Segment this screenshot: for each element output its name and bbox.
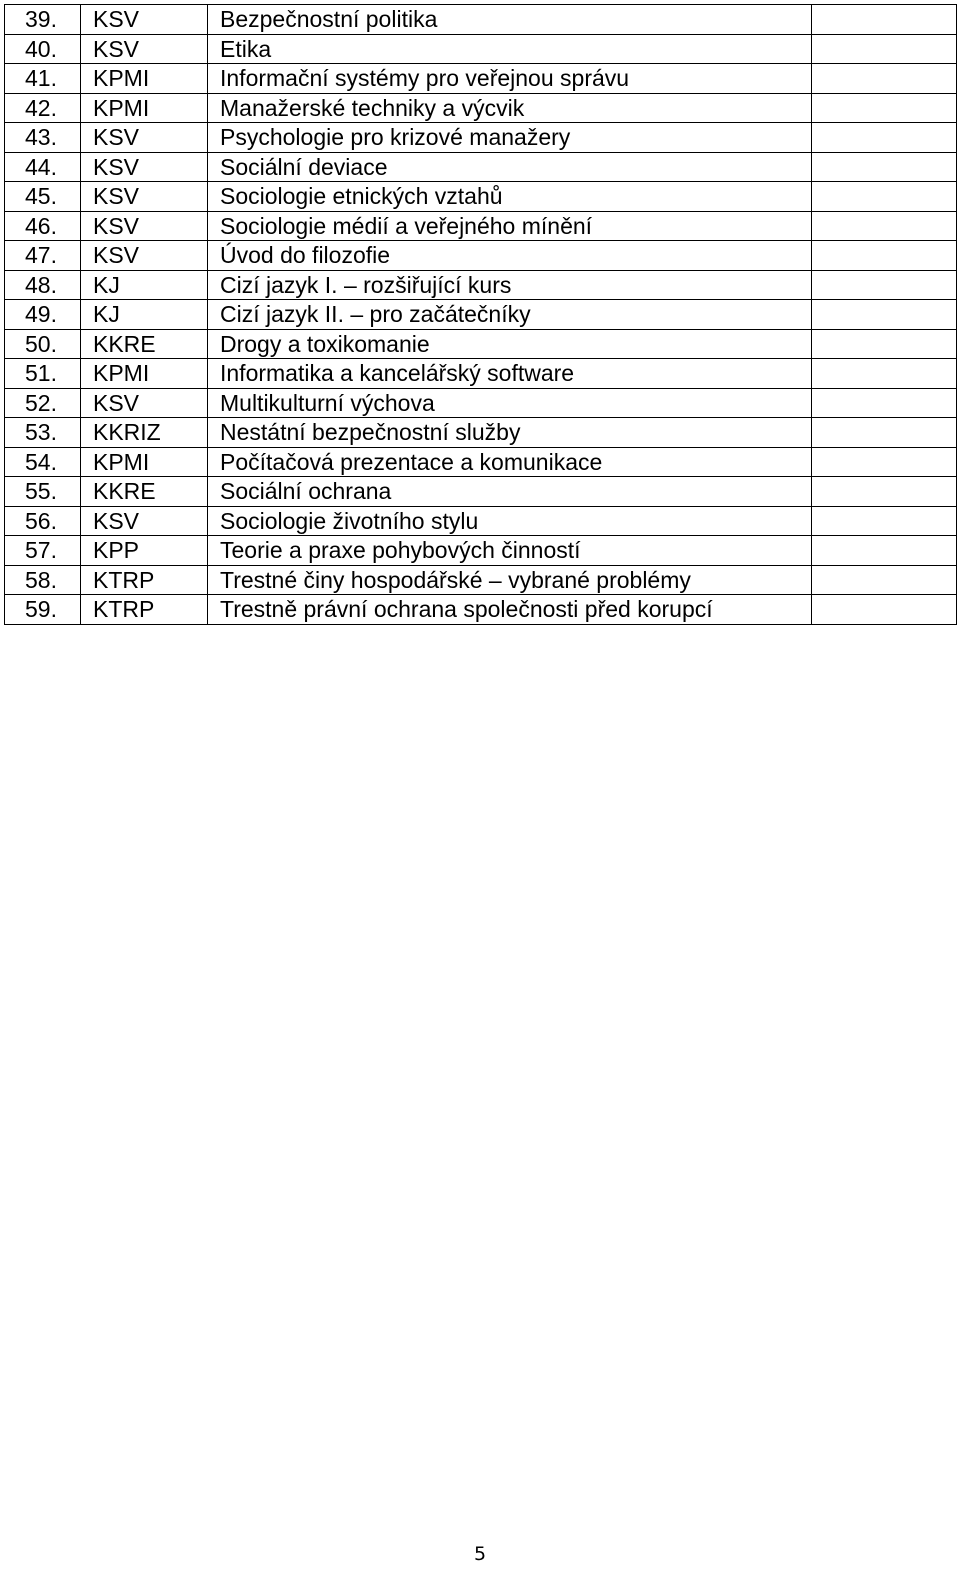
course-name-cell: Úvod do filozofie bbox=[208, 241, 812, 271]
row-number-cell: 44. bbox=[5, 152, 81, 182]
table-row bbox=[5, 329, 957, 359]
row-number-cell: 40. bbox=[5, 34, 81, 64]
table-row bbox=[5, 506, 957, 536]
department-cell: KSV bbox=[81, 5, 208, 35]
empty-cell bbox=[812, 241, 957, 271]
department-cell: KPMI bbox=[81, 93, 208, 123]
row-number-cell: 52. bbox=[5, 388, 81, 418]
row-number-cell: 56. bbox=[5, 506, 81, 536]
table-row bbox=[5, 93, 957, 123]
course-name-cell: Bezpečnostní politika bbox=[208, 5, 812, 35]
department-cell: KPMI bbox=[81, 447, 208, 477]
course-name-cell: Etika bbox=[208, 34, 812, 64]
empty-cell bbox=[812, 270, 957, 300]
department-cell: KSV bbox=[81, 182, 208, 212]
empty-cell bbox=[812, 123, 957, 153]
row-number-cell: 58. bbox=[5, 565, 81, 595]
empty-cell bbox=[812, 506, 957, 536]
course-name-cell: Multikulturní výchova bbox=[208, 388, 812, 418]
table-row bbox=[5, 211, 957, 241]
row-number-cell: 43. bbox=[5, 123, 81, 153]
department-cell: KPMI bbox=[81, 64, 208, 94]
course-name-cell: Sociologie životního stylu bbox=[208, 506, 812, 536]
table-row bbox=[5, 447, 957, 477]
table-row bbox=[5, 418, 957, 448]
table-row bbox=[5, 152, 957, 182]
course-name-cell: Sociální ochrana bbox=[208, 477, 812, 507]
empty-cell bbox=[812, 93, 957, 123]
table-row bbox=[5, 388, 957, 418]
table-row bbox=[5, 300, 957, 330]
department-cell: KSV bbox=[81, 506, 208, 536]
row-number-cell: 48. bbox=[5, 270, 81, 300]
row-number-cell: 59. bbox=[5, 595, 81, 625]
table-row bbox=[5, 536, 957, 566]
empty-cell bbox=[812, 359, 957, 389]
empty-cell bbox=[812, 595, 957, 625]
department-cell: KSV bbox=[81, 211, 208, 241]
empty-cell bbox=[812, 34, 957, 64]
empty-cell bbox=[812, 300, 957, 330]
course-name-cell: Sociální deviace bbox=[208, 152, 812, 182]
row-number-cell: 57. bbox=[5, 536, 81, 566]
empty-cell bbox=[812, 211, 957, 241]
course-name-cell: Trestně právní ochrana společnosti před korupcí bbox=[208, 595, 812, 625]
empty-cell bbox=[812, 64, 957, 94]
table-row bbox=[5, 34, 957, 64]
department-cell: KTRP bbox=[81, 595, 208, 625]
empty-cell bbox=[812, 565, 957, 595]
department-cell: KTRP bbox=[81, 565, 208, 595]
department-cell: KSV bbox=[81, 388, 208, 418]
course-name-cell: Sociologie médií a veřejného mínění bbox=[208, 211, 812, 241]
empty-cell bbox=[812, 329, 957, 359]
course-name-cell: Cizí jazyk II. – pro začátečníky bbox=[208, 300, 812, 330]
course-name-cell: Informační systémy pro veřejnou správu bbox=[208, 64, 812, 94]
department-cell: KSV bbox=[81, 123, 208, 153]
empty-cell bbox=[812, 388, 957, 418]
row-number-cell: 39. bbox=[5, 5, 81, 35]
department-cell: KSV bbox=[81, 34, 208, 64]
course-name-cell: Manažerské techniky a výcvik bbox=[208, 93, 812, 123]
table-row bbox=[5, 359, 957, 389]
course-name-cell: Počítačová prezentace a komunikace bbox=[208, 447, 812, 477]
course-name-cell: Cizí jazyk I. – rozšiřující kurs bbox=[208, 270, 812, 300]
department-cell: KPP bbox=[81, 536, 208, 566]
empty-cell bbox=[812, 418, 957, 448]
department-cell: KSV bbox=[81, 241, 208, 271]
row-number-cell: 47. bbox=[5, 241, 81, 271]
row-number-cell: 49. bbox=[5, 300, 81, 330]
row-number-cell: 50. bbox=[5, 329, 81, 359]
empty-cell bbox=[812, 182, 957, 212]
empty-cell bbox=[812, 152, 957, 182]
table-row bbox=[5, 270, 957, 300]
course-name-cell: Drogy a toxikomanie bbox=[208, 329, 812, 359]
table-row bbox=[5, 123, 957, 153]
course-name-cell: Trestné činy hospodářské – vybrané problémy bbox=[208, 565, 812, 595]
department-cell: KSV bbox=[81, 152, 208, 182]
table-row bbox=[5, 595, 957, 625]
table-row bbox=[5, 565, 957, 595]
department-cell: KKRE bbox=[81, 477, 208, 507]
department-cell: KJ bbox=[81, 270, 208, 300]
row-number-cell: 54. bbox=[5, 447, 81, 477]
row-number-cell: 46. bbox=[5, 211, 81, 241]
department-cell: KKRIZ bbox=[81, 418, 208, 448]
row-number-cell: 42. bbox=[5, 93, 81, 123]
course-table bbox=[4, 4, 957, 625]
empty-cell bbox=[812, 536, 957, 566]
table-row bbox=[5, 5, 957, 35]
table-row bbox=[5, 182, 957, 212]
page-number: 5 bbox=[473, 1543, 487, 1565]
department-cell: KKRE bbox=[81, 329, 208, 359]
row-number-cell: 51. bbox=[5, 359, 81, 389]
course-name-cell: Teorie a praxe pohybových činností bbox=[208, 536, 812, 566]
row-number-cell: 53. bbox=[5, 418, 81, 448]
course-table-body bbox=[5, 5, 957, 625]
table-row bbox=[5, 64, 957, 94]
table-row bbox=[5, 241, 957, 271]
department-cell: KJ bbox=[81, 300, 208, 330]
course-name-cell: Sociologie etnických vztahů bbox=[208, 182, 812, 212]
empty-cell bbox=[812, 5, 957, 35]
course-name-cell: Psychologie pro krizové manažery bbox=[208, 123, 812, 153]
empty-cell bbox=[812, 447, 957, 477]
course-name-cell: Informatika a kancelářský software bbox=[208, 359, 812, 389]
department-cell: KPMI bbox=[81, 359, 208, 389]
row-number-cell: 55. bbox=[5, 477, 81, 507]
row-number-cell: 45. bbox=[5, 182, 81, 212]
empty-cell bbox=[812, 477, 957, 507]
course-name-cell: Nestátní bezpečnostní služby bbox=[208, 418, 812, 448]
table-row bbox=[5, 477, 957, 507]
row-number-cell: 41. bbox=[5, 64, 81, 94]
